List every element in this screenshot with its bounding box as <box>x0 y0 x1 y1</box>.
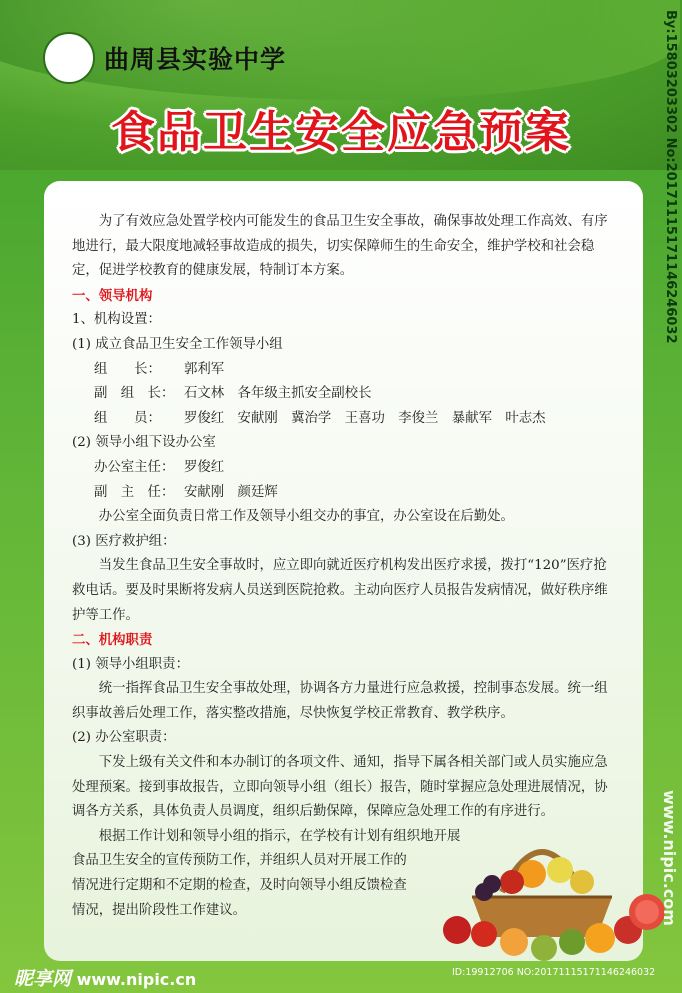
final-line-4: 情况，提出阶段性工作建议。 <box>72 902 247 918</box>
role-label: 组 员： <box>94 410 161 426</box>
bottom-watermark-logo: 昵享网 <box>14 968 72 990</box>
role-label: 办公室主任： <box>94 459 175 475</box>
duty-office-description: 下发上级有关文件和本办制订的各项文件、通知，指导下属各相关部门或人员实施应急处理预案。接到事故报告，立即向领导小组（组长）报告，随时掌握应急处理进展情况，协调各方关系，具体负责人员调度，组织后勤保障，保障应急处理工作的有序进行。 <box>72 755 608 820</box>
role-label: 组 长： <box>94 361 161 377</box>
duty-leading-group: (1) 领导小组职责： <box>72 656 189 672</box>
role-deputy-leader <box>72 382 620 407</box>
fruit-basket-image <box>432 812 672 962</box>
vertical-watermark-site: www.nipic.com <box>660 790 679 926</box>
role-members <box>72 407 620 432</box>
role-name: 郭利军 <box>184 361 225 377</box>
section-heading-leadership: 一、领导机构 <box>72 287 153 304</box>
role-leader <box>72 358 620 383</box>
role-label: 副 主 任： <box>94 484 175 500</box>
bottom-watermark <box>14 964 196 991</box>
intro-paragraph: 为了有效应急处置学校内可能发生的食品卫生安全事故，确保事故处理工作高效、有序地进行，最大限度地减轻事故造成的损失，切实保障师生的生命安全，维护学校和社会稳定，促进学校教育的健康发展，特制订本方案。 <box>72 214 608 279</box>
role-office-deputy <box>72 481 620 506</box>
duty-office: (2) 办公室职责： <box>72 730 176 746</box>
role-label: 副 组 长： <box>94 386 175 402</box>
subitem-leading-group: (1) 成立食品卫生安全工作领导小组 <box>72 336 283 352</box>
office-description: 办公室全面负责日常工作及领导小组交办的事宜，办公室设在后勤处。 <box>98 509 514 525</box>
bottom-watermark-url: www.nipic.cn <box>76 970 197 989</box>
bottom-watermark-id: ID:19912706 NO:20171115171146246032 <box>452 967 656 978</box>
role-name: 石文林 各年级主抓安全副校长 <box>184 386 372 402</box>
role-name: 罗俊红 <box>184 459 225 475</box>
medical-description: 当发生食品卫生安全事故时，应立即向就近医疗机构发出医疗求援，拨打“120”医疗抢救电话。要及时果断将发病人员送到医院抢救。主动向医疗人员报告发病情况，做好秩序维护等工作。 <box>72 558 608 623</box>
item-organization-setup: 1、机构设置： <box>72 312 161 328</box>
subitem-medical: (3) 医疗救护组： <box>72 533 176 549</box>
role-name: 罗俊红 安献刚 冀治学 王喜功 李俊兰 暴献军 叶志杰 <box>184 410 546 426</box>
final-line-1: 根据工作计划和领导小组的指示，在学校有计划有组织地开展 <box>98 828 461 844</box>
school-name: 曲周县实验中学 <box>104 45 287 74</box>
duty-leading-group-description: 统一指挥食品卫生安全事故处理，协调各方力量进行应急救援，控制事态发展。统一组织事故善后处理工作，落实整改措施，尽快恢复学校正常教育、教学秩序。 <box>72 681 608 721</box>
role-office-head <box>72 456 620 481</box>
section-heading-duties: 二、机构职责 <box>72 632 153 649</box>
final-line-2: 食品卫生安全的宣传预防工作，并组织人员对开展工作的 <box>72 853 407 869</box>
subitem-office: (2) 领导小组下设办公室 <box>72 435 216 451</box>
role-name: 安献刚 颜廷辉 <box>184 484 278 500</box>
final-line-3: 情况进行定期和不定期的检查，及时向领导小组反馈检查 <box>72 878 407 894</box>
school-logo <box>43 32 95 84</box>
vertical-watermark-id: By:15803203302 No:20171115171146246032 <box>663 10 678 344</box>
page-title: 食品卫生安全应急预案 <box>111 107 571 158</box>
